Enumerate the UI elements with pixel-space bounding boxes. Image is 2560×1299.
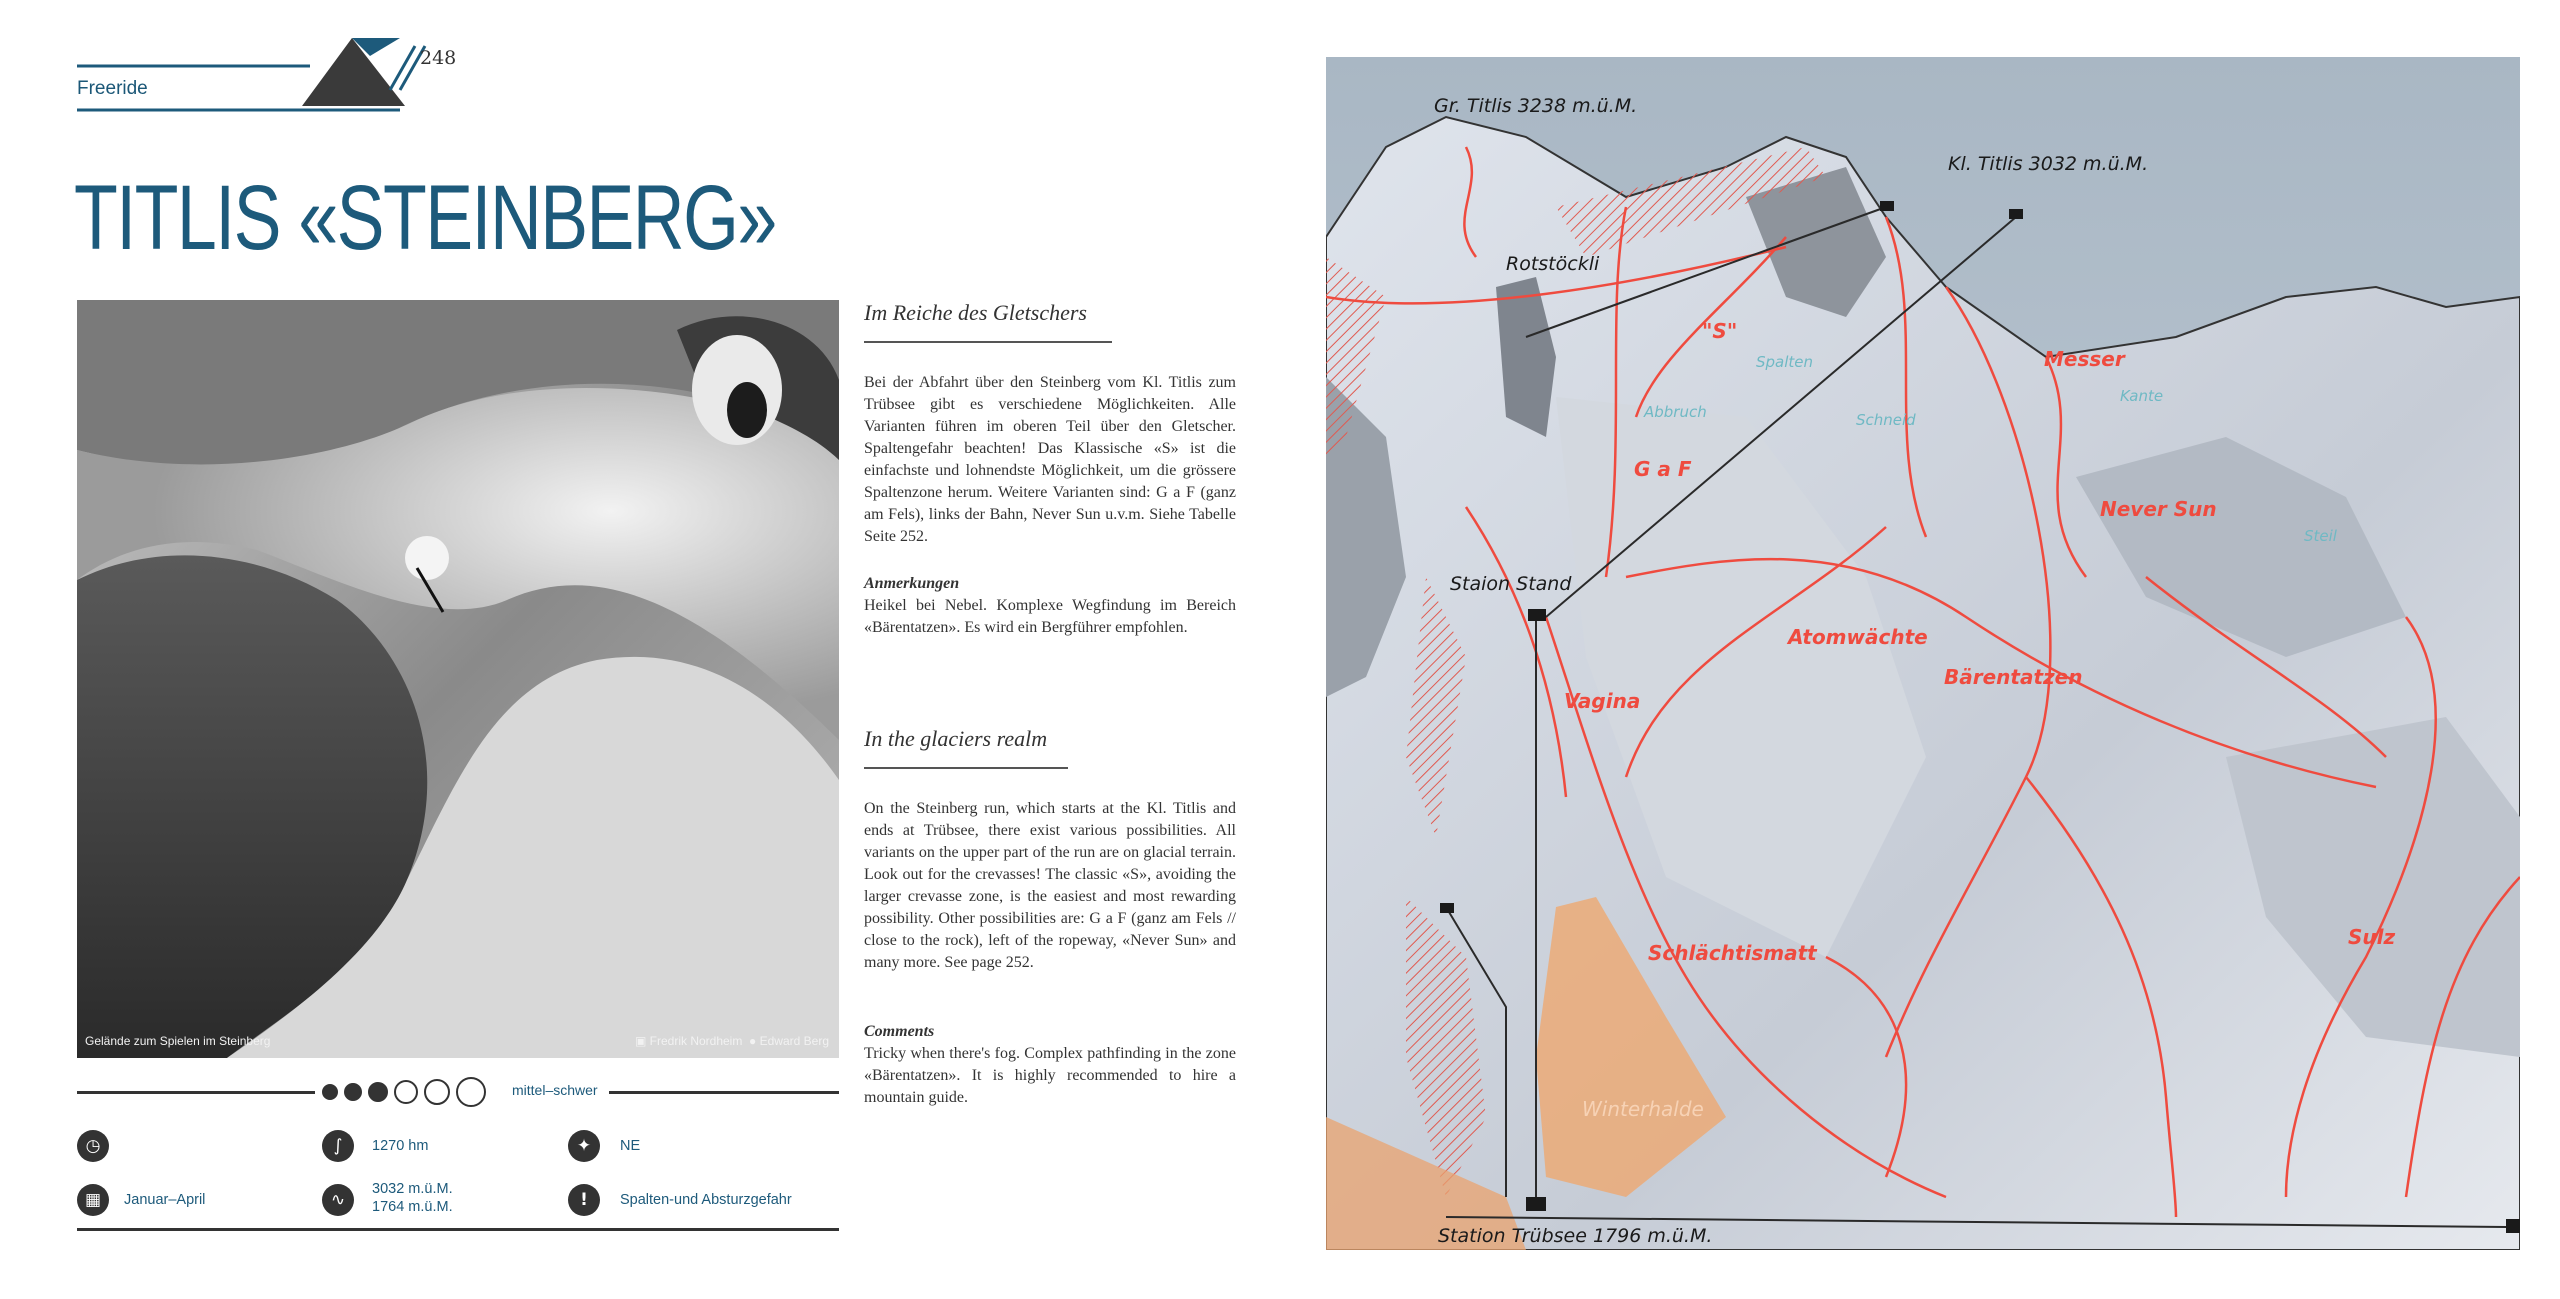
- english-notes-heading: Comments: [864, 1023, 935, 1040]
- rating-dot: [368, 1082, 388, 1102]
- label-abbruch: Abbruch: [1644, 403, 1707, 421]
- label-kante: Kante: [2120, 387, 2164, 405]
- run-sulz-label: Sulz: [2348, 925, 2396, 949]
- english-heading: In the glaciers realm: [864, 726, 1048, 751]
- mountain-terrain: [1326, 57, 2520, 1250]
- english-body: On the Steinberg run, which starts at the Kl. Titlis and ends at Trübsee, there exist various possibilities. All variants on the upper part of the run are on glacial terrain. Look out for the crevasses! The classic «S», avoiding the larger crevasse zone, is the easiest and most rewarding possibility. Other possibilities are: G a F (ganz am Fels // close to the rock), left of the ropeway, «Never Sun» and many more. See page 252.: [864, 800, 1236, 971]
- station-stand-label: Staion Stand: [1450, 573, 1572, 595]
- calendar-icon: ▦: [77, 1184, 109, 1216]
- photo-caption: Gelände zum Spielen im Steinberg: [85, 1034, 271, 1048]
- label-schneid: Schneid: [1856, 411, 1916, 429]
- skier-photo: [77, 300, 839, 1058]
- facts-divider: [77, 1228, 839, 1231]
- label-steil: Steil: [2304, 527, 2337, 545]
- run-schlaechtismatt-label: Schlächtismatt: [1648, 941, 1817, 965]
- elevation-gain: 1270 hm: [372, 1138, 429, 1154]
- label-spalten: Spalten: [1756, 353, 1814, 371]
- german-notes: Heikel bei Nebel. Komplexe Wegfindung im Bereich «Bärentatzen». Es wird ein Bergführer empfohlen.: [864, 597, 1236, 636]
- difficulty-label: mittel–schwer: [512, 1082, 598, 1098]
- exposure: NE: [620, 1138, 641, 1154]
- run-never-sun-label: Never Sun: [2100, 497, 2217, 521]
- page-title: TITLIS «STEINBERG»: [74, 167, 776, 269]
- german-heading-rule: [864, 341, 1112, 343]
- rating-divider-left: [77, 1091, 315, 1094]
- english-notes: Tricky when there's fog. Complex pathfinding in the zone «Bärentatzen». It is highly recommended to hire a mountain guide.: [864, 1045, 1236, 1106]
- rating-dot: [456, 1077, 486, 1107]
- rider-credit: Edward Berg: [759, 1034, 829, 1048]
- altitude-bottom: 1764 m.ü.M.: [372, 1199, 453, 1215]
- clock-icon: ◷: [77, 1130, 109, 1162]
- photo-credit: [635, 1034, 829, 1048]
- person-icon: ●: [749, 1034, 757, 1048]
- station-truebsee-label: Station Trübsee 1796 m.ü.M.: [1438, 1225, 1713, 1247]
- rating-dot: [322, 1084, 338, 1100]
- peak-gr-titlis-label: Gr. Titlis 3238 m.ü.M.: [1434, 95, 1638, 117]
- run-gaf-label: G a F: [1634, 457, 1692, 481]
- route-map: [1326, 57, 2520, 1250]
- danger-note: Spalten-und Absturzgefahr: [620, 1192, 792, 1208]
- rating-dot: [394, 1080, 418, 1104]
- run-vagina-label: Vagina: [1564, 689, 1641, 713]
- altitude-top: 3032 m.ü.M.: [372, 1181, 453, 1197]
- season: Januar–April: [124, 1192, 206, 1208]
- photographer-credit: Fredrik Nordheim: [649, 1034, 743, 1048]
- zone-winterhalde-label: Winterhalde: [1582, 1097, 1704, 1121]
- rating-dot: [344, 1083, 362, 1101]
- altitude-profile-icon: ∿: [322, 1184, 354, 1216]
- run-baerentatzen-label: Bärentatzen: [1944, 665, 2083, 689]
- warning-icon: !: [568, 1184, 600, 1216]
- rating-dot: [424, 1079, 450, 1105]
- compass-icon: ✦: [568, 1130, 600, 1162]
- section-label: Freeride: [77, 78, 148, 99]
- english-heading-rule: [864, 767, 1068, 769]
- camera-icon: ▣: [634, 1034, 647, 1048]
- altitude-range: [372, 1180, 453, 1216]
- run-atomwaechte-label: Atomwächte: [1788, 625, 1928, 649]
- page-number: 248: [420, 47, 457, 69]
- run-s-label: "S": [1702, 319, 1738, 343]
- header-mountain-graphic: [70, 30, 430, 120]
- rating-divider-right: [609, 1091, 839, 1094]
- german-notes-heading: Anmerkungen: [864, 575, 960, 592]
- peak-kl-titlis-label: Kl. Titlis 3032 m.ü.M.: [1948, 153, 2149, 175]
- german-heading: Im Reiche des Gletschers: [864, 300, 1087, 325]
- rotstoeckli-label: Rotstöckli: [1506, 253, 1600, 275]
- difficulty-rating: [77, 1074, 839, 1110]
- snow-slope-illustration: [77, 300, 839, 1058]
- route-icon: ∫: [322, 1130, 354, 1162]
- german-body: Bei der Abfahrt über den Steinberg vom Kl. Titlis zum Trübsee gibt es verschiedene Möglichkeiten. Alle Varianten führen im oberen Teil über den Gletscher. Spaltengefahr beachten! Das Klassische «S» ist die einfachste und lohnendste Möglichkeit, um die grössere Spaltenzone herum. Weitere Varianten sind: G a F (ganz am Fels), links der Bahn, Never Sun u.v.m. Siehe Tabelle Seite 252.: [864, 374, 1236, 545]
- run-messer-label: Messer: [2044, 347, 2125, 371]
